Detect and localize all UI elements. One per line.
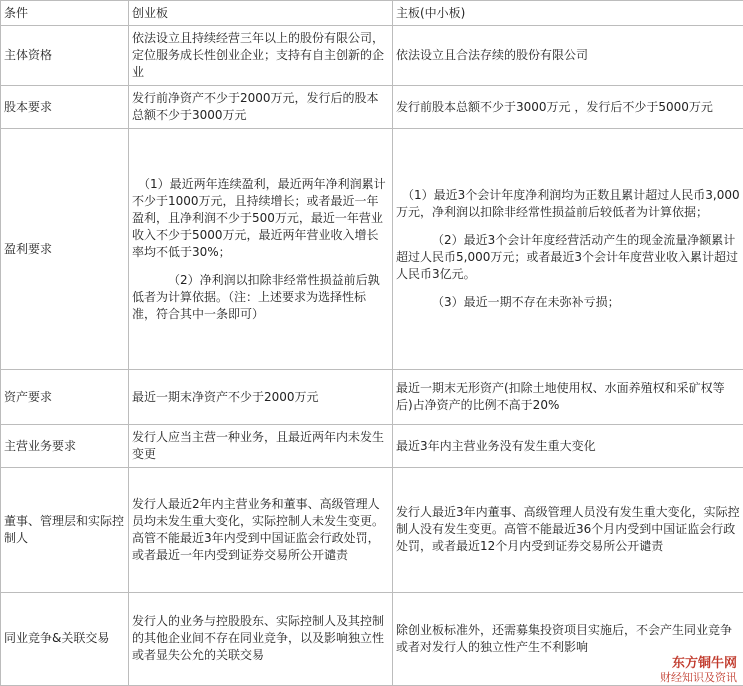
table-row [1,592,743,685]
condition-cell: 股本要求 [1,86,129,128]
main-board-cell [393,128,743,370]
table-row [1,370,743,425]
main-board-cell [393,86,743,128]
cell-paragraph: 发行人最近2年内主营业务和董事、高级管理人员均未发生重大变化，实际控制人未发生变更。高管不能最近3年内受到中国证监会行政处罚，或者最近一年内受到证券交易所公开谴责 [132,496,385,562]
main-board-cell [393,425,743,467]
main-board-cell [393,370,743,425]
chinext-cell [129,370,393,425]
header-chinext: 创业板 [129,1,393,26]
header-row [1,1,743,26]
header-condition: 条件 [1,1,129,26]
watermark-site-name: 东方铜牛网 [671,656,737,671]
site-watermark [658,656,739,684]
chinext-cell [129,128,393,370]
cell-paragraph: 除创业板标准外，还需募集投资项目实施后，不会产生同业竞争或者对发行人的独立性产生不利影响 [396,622,733,654]
cell-paragraph: 依法设立且持续经营三年以上的股份有限公司，定位服务成长性创业企业；支持有自主创新的企业 [132,31,385,80]
chinext-cell [129,26,393,86]
header-main-board: 主板(中小板) [393,1,743,26]
condition-cell: 主体资格 [1,26,129,86]
cell-paragraph: （3）最近一期不存在未弥补亏损； [432,295,620,310]
table-row [1,26,743,86]
cell-paragraph: （1）最近两年连续盈利，最近两年净利润累计不少于1000万元，且持续增长；或者最近一年盈利，且净利润不少于500万元，最近一年营业收入不少于5000万元，最近两年营业收入增长率均不低于30%； [132,176,386,259]
cell-paragraph: 最近3年内主营业务没有发生重大变化 [396,438,596,453]
chinext-cell [129,425,393,467]
cell-paragraph: 依法设立且合法存续的股份有限公司 [396,48,589,63]
chinext-cell [129,467,393,592]
cell-paragraph: 发行前股本总额不少于3000万元 ，发行后不少于5000万元 [396,99,713,114]
condition-cell: 主营业务要求 [1,425,129,467]
table-row [1,128,743,370]
condition-cell: 盈利要求 [1,128,129,370]
main-board-cell [393,467,743,592]
chinext-cell [129,592,393,685]
cell-paragraph: 发行人最近3年内董事、高级管理人员没有发生重大变化，实际控制人没有发生变更。高管不能最近36个月内受到中国证监会行政处罚，或者最近12个月内受到证券交易所公开谴责 [396,505,740,554]
cell-paragraph: （2）净利润以扣除非经常性损益前后孰低者为计算依据。（注：上述要求为选择性标准，符合其中一条即可） [132,272,380,321]
cell-paragraph: 最近一期末净资产不少于2000万元 [132,389,319,404]
table-row [1,467,743,592]
chinext-cell [129,86,393,128]
cell-paragraph: 最近一期末无形资产(扣除土地使用权、水面养殖权和采矿权等后)占净资产的比例不高于20% [396,381,725,413]
condition-cell: 资产要求 [1,370,129,425]
condition-cell: 同业竞争&关联交易 [1,592,129,685]
table-row [1,425,743,467]
cell-paragraph: 发行前净资产不少于2000万元，发行后的股本总额不少于3000万元 [132,91,379,123]
cell-paragraph: 发行人的业务与控股股东、实际控制人及其控制的其他企业间不存在同业竞争，以及影响独立性或者显失公允的关联交易 [132,614,385,663]
table-row [1,86,743,128]
main-board-cell [393,26,743,86]
watermark-tagline: 财经知识及资讯 [660,671,737,684]
cell-paragraph: （1）最近3个会计年度净利润均为正数且累计超过人民币3,000万元，净利润以扣除非经常性损益前后较低者为计算依据； [396,188,740,220]
cell-paragraph: 发行人应当主营一种业务，且最近两年内未发生变更 [132,430,385,462]
condition-cell: 董事、管理层和实际控制人 [1,467,129,592]
cell-paragraph: （2）最近3个会计年度经营活动产生的现金流量净额累计超过人民币5,000万元；或者最近3个会计年度营业收入累计超过人民币3亿元。 [396,233,738,282]
